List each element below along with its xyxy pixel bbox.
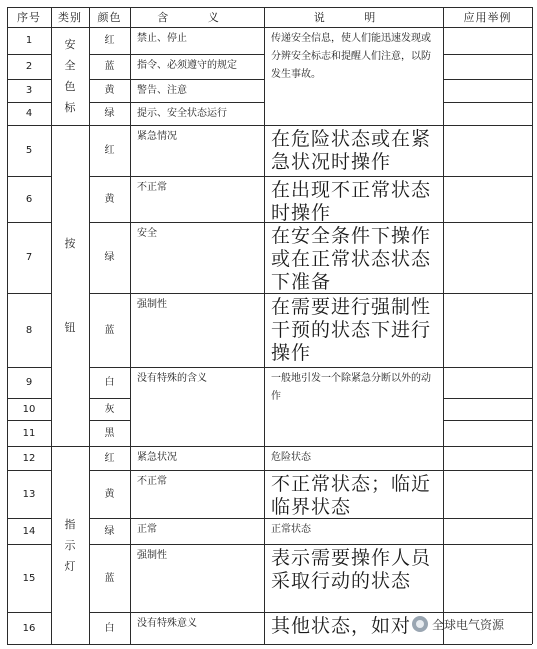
- header-example: 应用举例: [463, 11, 512, 24]
- row-color: 黑: [104, 427, 115, 439]
- row-seq: 12: [22, 452, 36, 464]
- row-seq: 16: [22, 622, 36, 634]
- row-color: 灰: [104, 403, 115, 415]
- row-seq: 2: [25, 61, 33, 72]
- row-color: 红: [104, 145, 115, 156]
- row-color: 蓝: [104, 572, 115, 584]
- row-description: 正常状态: [271, 524, 311, 535]
- row-seq: 15: [22, 572, 36, 584]
- row-divider: [89, 470, 532, 471]
- row-seq: 14: [22, 525, 36, 537]
- row-divider: [89, 222, 532, 223]
- row-divider: [89, 398, 130, 399]
- row-color: 黄: [104, 85, 115, 96]
- row-divider: [89, 54, 264, 55]
- row-divider: [89, 544, 532, 545]
- row-color: 红: [104, 452, 115, 464]
- wechat-official-account-icon: [412, 616, 428, 632]
- button-white-description: 一般地引发一个除紧急分断以外的动作: [271, 373, 431, 402]
- row-description: 其他状态，如对: [271, 615, 412, 637]
- row-meaning: 紧急情况: [137, 131, 177, 142]
- row-meaning: 强制性: [137, 550, 167, 561]
- row-meaning: 紧急状况: [137, 452, 177, 463]
- row-color: 绿: [104, 525, 115, 537]
- column-divider: [130, 7, 131, 644]
- row-seq: 9: [25, 377, 33, 388]
- row-meaning: 禁止、停止: [137, 33, 187, 44]
- row-seq: 11: [22, 427, 36, 439]
- header-seq: 序号: [17, 11, 41, 24]
- category-indicator-lights: 指 示 灯: [64, 517, 76, 573]
- column-divider: [89, 7, 90, 644]
- row-description: 表示需要操作人员采取行动的状态: [271, 547, 432, 592]
- row-color: 蓝: [104, 61, 115, 72]
- row-color: 绿: [104, 252, 115, 263]
- safety-description: 传递安全信息，使人们能迅速发现或分辨安全标志和提醒人们注意，以防发生事故。: [271, 33, 431, 80]
- watermark-text: 全球电气资源: [432, 617, 505, 632]
- row-divider: [89, 293, 532, 294]
- row-divider: [7, 612, 51, 613]
- column-divider: [51, 7, 52, 644]
- row-divider: [7, 518, 51, 519]
- column-divider: [264, 7, 265, 644]
- table-top-border: [7, 7, 532, 8]
- row-meaning: 强制性: [137, 299, 167, 310]
- row-color: 白: [104, 622, 115, 634]
- row-description: 危险状态: [271, 452, 311, 463]
- row-color: 黄: [104, 193, 115, 205]
- row-seq: 7: [25, 252, 33, 263]
- row-seq: 10: [22, 403, 36, 415]
- header-color: 颜色: [97, 11, 122, 24]
- row-divider: [7, 398, 51, 399]
- row-divider: [7, 293, 51, 294]
- header-category: 类别: [58, 11, 82, 24]
- row-divider: [7, 222, 51, 223]
- row-divider: [7, 470, 51, 471]
- column-divider: [7, 7, 8, 644]
- row-meaning: 指令、必须遵守的规定: [137, 60, 237, 71]
- row-color: 绿: [104, 108, 115, 119]
- table-bottom-border: [7, 644, 532, 645]
- row-seq: 13: [22, 488, 36, 500]
- row-divider: [7, 79, 51, 80]
- row-divider: [7, 54, 51, 55]
- row-color: 黄: [104, 488, 115, 500]
- header-meaning: 含 义: [157, 11, 237, 24]
- row-description: 在危险状态或在紧急状况时操作: [271, 128, 432, 173]
- row-divider: [443, 420, 532, 421]
- row-seq: 4: [25, 108, 33, 119]
- row-seq: 1: [25, 35, 33, 46]
- row-description: 在安全条件下操作或在正常状态状态下准备: [271, 225, 432, 293]
- category-safety-signs: 安 全 色 标: [64, 38, 76, 114]
- row-meaning: 安全: [137, 228, 157, 239]
- row-color: 红: [104, 35, 115, 46]
- row-divider: [89, 420, 130, 421]
- row-meaning: 没有特殊意义: [137, 618, 197, 629]
- row-seq: 3: [25, 85, 33, 96]
- row-divider: [7, 102, 51, 103]
- row-description: 不正常状态；临近临界状态: [271, 473, 432, 518]
- row-meaning: 不正常: [137, 476, 167, 487]
- row-meaning: 不正常: [137, 182, 167, 193]
- row-meaning: 提示、安全状态运行: [137, 108, 227, 119]
- row-meaning: 正常: [137, 524, 157, 535]
- row-divider: [443, 79, 532, 80]
- row-description: 在需要进行强制性干预的状态下进行操作: [271, 296, 432, 364]
- row-divider: [89, 518, 532, 519]
- category-buttons: 按 钮: [64, 237, 76, 334]
- row-divider: [7, 446, 532, 447]
- row-divider: [89, 102, 264, 103]
- row-divider: [7, 176, 51, 177]
- watermark: [412, 612, 535, 636]
- row-color: 蓝: [104, 324, 115, 336]
- column-divider: [443, 7, 444, 644]
- row-meaning: 警告、注意: [137, 85, 187, 96]
- row-seq: 8: [25, 324, 33, 336]
- row-divider: [443, 54, 532, 55]
- row-divider: [7, 544, 51, 545]
- row-seq: 5: [25, 145, 33, 156]
- row-divider: [7, 367, 51, 368]
- column-divider: [532, 7, 533, 644]
- row-divider: [89, 367, 532, 368]
- row-divider: [7, 125, 532, 126]
- row-divider: [443, 398, 532, 399]
- row-divider: [7, 420, 51, 421]
- header-description: 说 明: [313, 11, 394, 24]
- row-divider: [443, 102, 532, 103]
- row-divider: [89, 176, 532, 177]
- row-color: 白: [104, 377, 115, 388]
- row-divider: [89, 79, 264, 80]
- row-seq: 6: [25, 193, 33, 205]
- row-meaning: 没有特殊的含义: [137, 373, 207, 384]
- header-divider: [7, 27, 532, 28]
- row-description: 在出现不正常状态时操作: [271, 179, 432, 222]
